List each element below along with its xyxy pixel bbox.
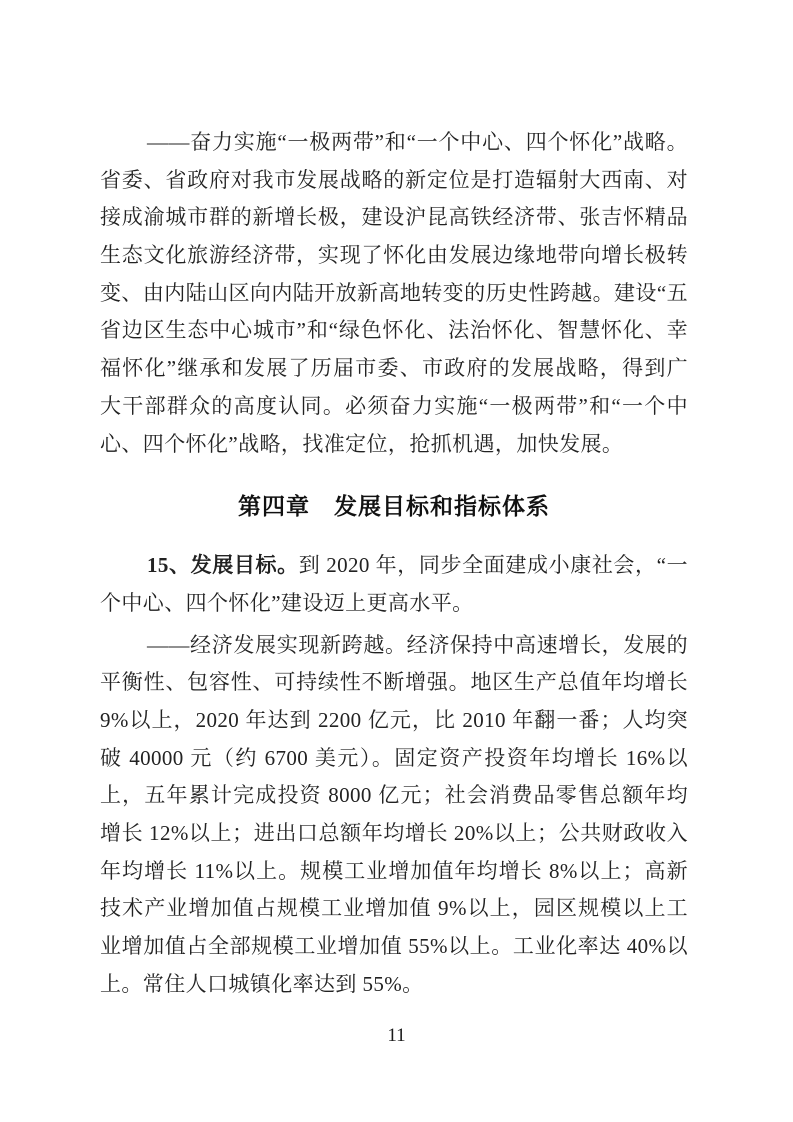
text-line: 上，五年累计完成投资 8000 亿元；社会消费品零售总额年均 [100,783,688,808]
page-number: 11 [387,1025,406,1046]
text-line: 心、四个怀化”战略，找准定位，抢抓机遇，加快发展。 [100,431,624,456]
text-line: 个中心、四个怀化”建设迈上更高水平。 [100,590,474,615]
text-line: 省委、省政府对我市发展战略的新定位是打造辐射大西南、对 [100,167,688,192]
text-line: 破 40000 元（约 6700 美元）。固定资产投资年均增长 16%以 [100,745,688,770]
paragraph-development-goal [100,547,688,622]
text-line: 生态文化旅游经济带，实现了怀化由发展边缘地带向增长极转 [100,243,688,268]
text-line: ——奋力实施“一极两带”和“一个中心、四个怀化”战略。 [147,130,688,154]
text-line: 大干部群众的高度认同。必须奋力实施“一极两带”和“一个中 [100,393,688,418]
text-line: 年均增长 11%以上。规模工业增加值年均增长 8%以上；高新 [100,858,688,883]
text-line: 9%以上，2020 年达到 2200 亿元，比 2010 年翻一番；人均突 [100,707,688,732]
text-line: 技术产业增加值占规模工业增加值 9%以上，园区规模以上工 [100,896,688,921]
text-line [100,547,688,585]
text-line: 省边区生态中心城市”和“绿色怀化、法治怀化、智慧怀化、幸 [100,318,688,343]
text-line: 增长 12%以上；进出口总额年均增长 20%以上；公共财政收入 [100,821,688,845]
paragraph-economy [100,627,688,1004]
paragraph-strategy [100,124,688,463]
chapter-heading: 第四章 发展目标和指标体系 [238,493,550,520]
text-line: 接成渝城市群的新增长极，建设沪昆高铁经济带、张吉怀精品 [100,205,688,230]
goal-label-bold: 15、发展目标。 [147,553,299,578]
text-line: 福怀化”继承和发展了历届市委、市政府的发展战略，得到广 [100,356,688,381]
text-line: 上。常住人口城镇化率达到 55%。 [100,971,424,996]
page-content [100,124,688,1003]
text-line: 变、由内陆山区向内陆开放新高地转变的历史性跨越。建设“五 [100,280,688,305]
text-line: ——经济发展实现新跨越。经济保持中高速增长，发展的 [147,632,688,657]
text-line: 平衡性、包容性、可持续性不断增强。地区生产总值年均增长 [100,670,688,695]
text-line: 业增加值占全部规模工业增加值 55%以上。工业化率达 40%以 [100,934,688,959]
goal-text: 到 2020 年，同步全面建成小康社会，“一 [298,553,689,578]
